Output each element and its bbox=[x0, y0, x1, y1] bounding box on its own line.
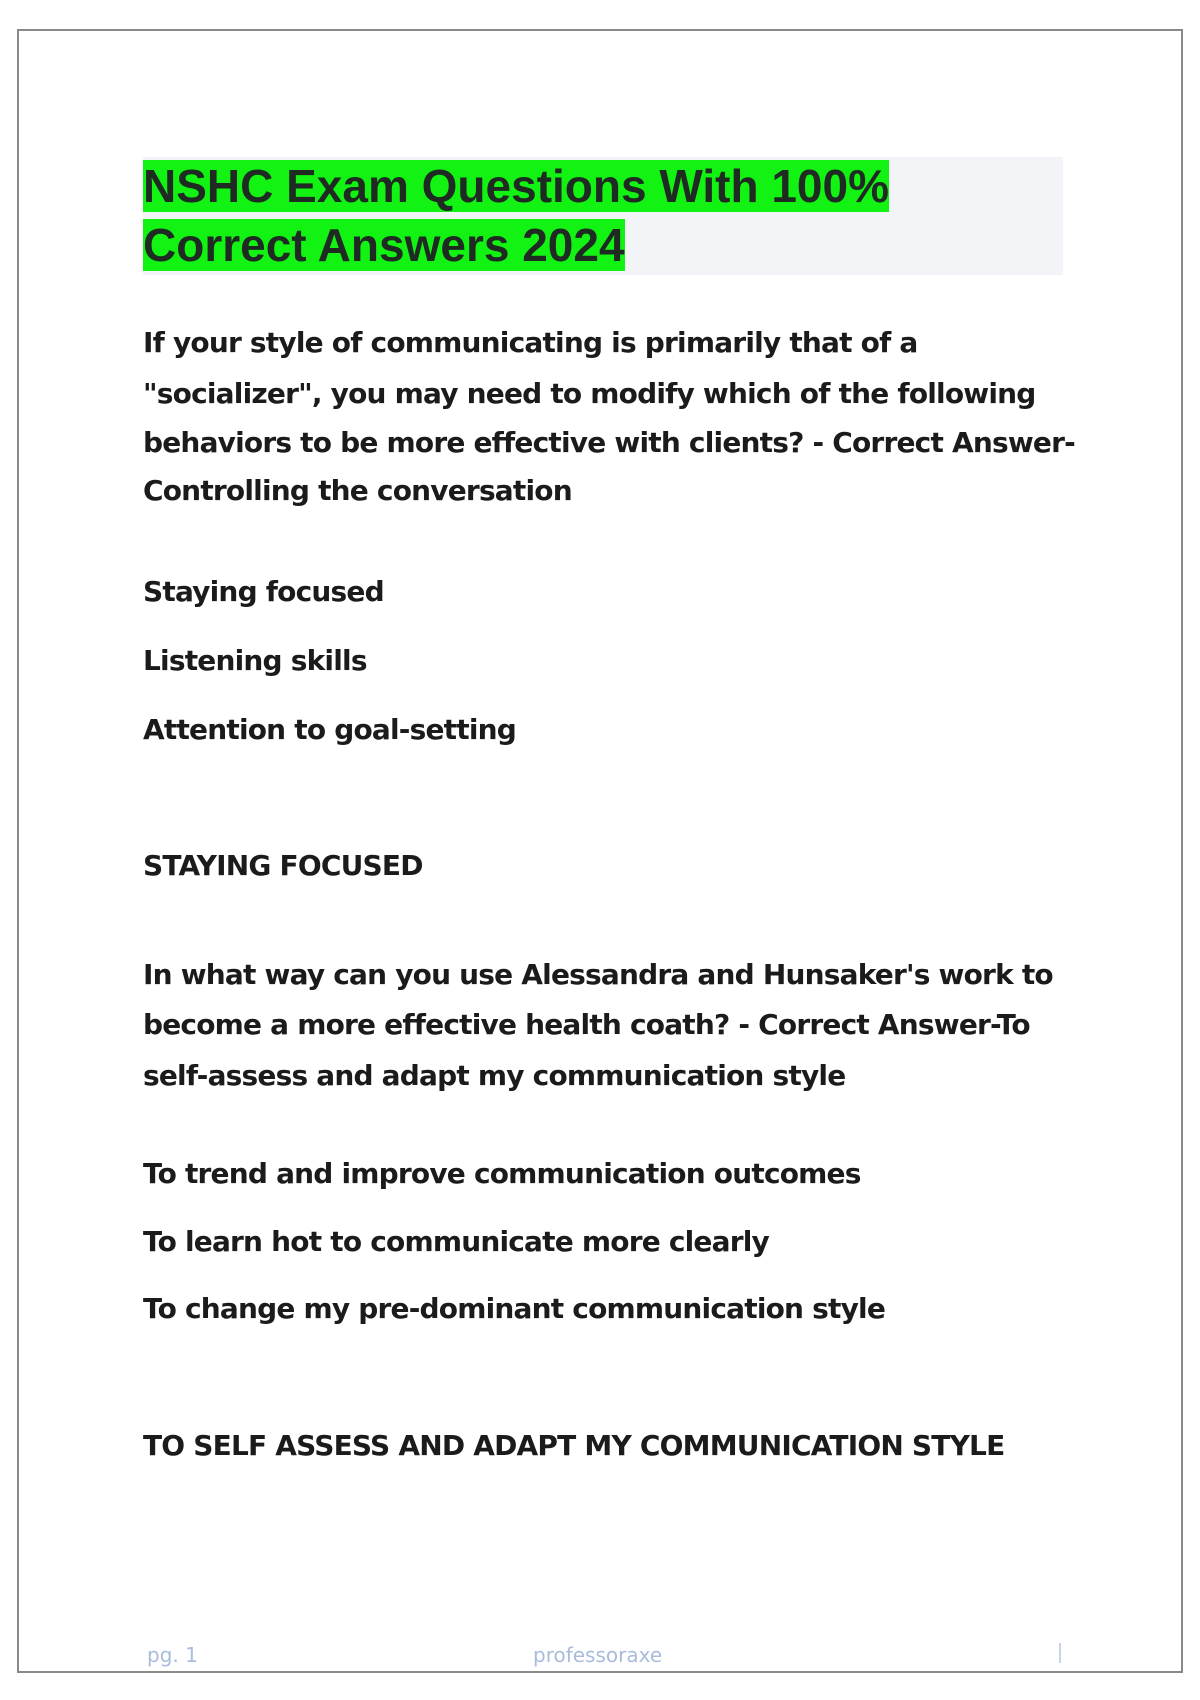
question-1-line-4: Controlling the conversation bbox=[143, 474, 572, 507]
document-page bbox=[17, 29, 1183, 1673]
question-1-line-2: "socializer", you may need to modify which of the following bbox=[143, 377, 1036, 410]
title-line-1: NSHC Exam Questions With 100% bbox=[143, 160, 889, 212]
question-1-option-2: Listening skills bbox=[143, 644, 367, 677]
footer-divider bbox=[1059, 1643, 1061, 1663]
title-line-2: Correct Answers 2024 bbox=[143, 219, 625, 271]
question-2-line-2: become a more effective health coath? - Correct Answer-To bbox=[143, 1008, 1030, 1041]
question-1-option-3: Attention to goal-setting bbox=[143, 713, 517, 746]
question-1-line-3: behaviors to be more effective with clients? - Correct Answer- bbox=[143, 426, 1075, 459]
document-title bbox=[143, 157, 889, 275]
question-1-answer: STAYING FOCUSED bbox=[143, 849, 423, 882]
footer-site-label: professoraxe bbox=[533, 1643, 663, 1667]
question-2-option-3: To change my pre-dominant communication style bbox=[143, 1292, 886, 1325]
question-1-line-1: If your style of communicating is primarily that of a bbox=[143, 326, 918, 359]
question-2-option-1: To trend and improve communication outcomes bbox=[143, 1157, 861, 1190]
question-2-answer: TO SELF ASSESS AND ADAPT MY COMMUNICATION STYLE bbox=[143, 1429, 1005, 1462]
question-1-option-1: Staying focused bbox=[143, 575, 384, 608]
footer-page-number: pg. 1 bbox=[147, 1643, 198, 1667]
question-2-line-1: In what way can you use Alessandra and Hunsaker's work to bbox=[143, 958, 1053, 991]
question-2-option-2: To learn hot to communicate more clearly bbox=[143, 1225, 769, 1258]
question-2-line-3: self-assess and adapt my communication style bbox=[143, 1059, 846, 1092]
